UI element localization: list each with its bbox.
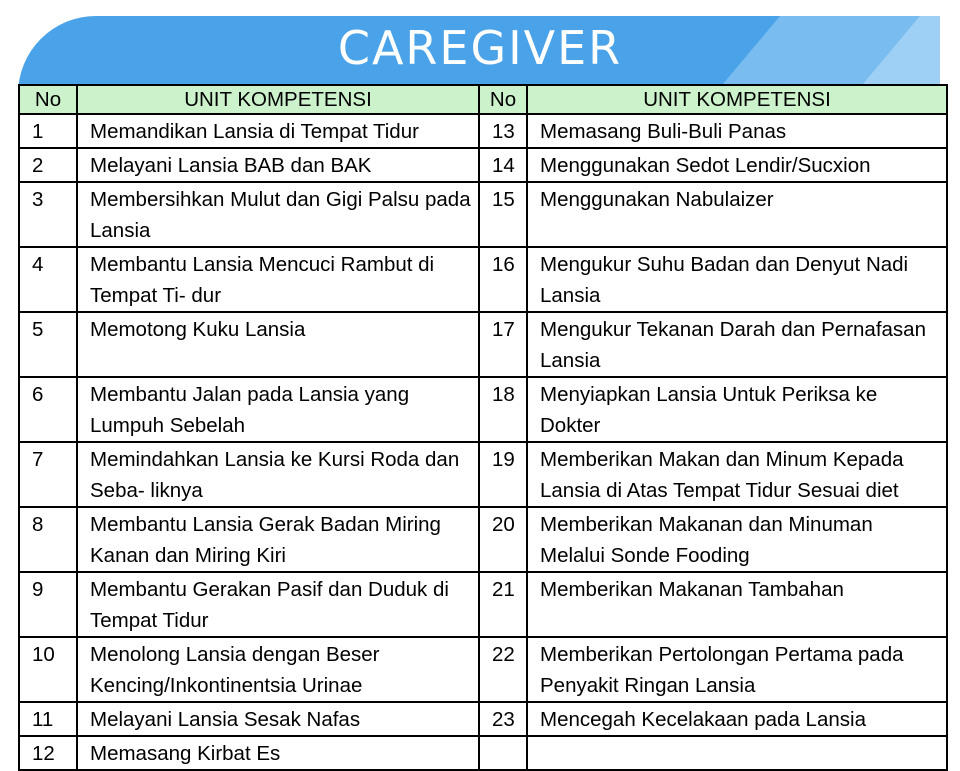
cell-unit-right: Mengukur Tekanan Darah dan Pernafasan Lansia [527,312,947,377]
cell-unit-left: Melayani Lansia Sesak Nafas [77,702,479,736]
table-row [19,736,947,770]
cell-no-right: 23 [479,702,527,736]
table-row [19,442,947,507]
cell-unit-left: Memotong Kuku Lansia [77,312,479,377]
cell-no-right: 21 [479,572,527,637]
cell-unit-right: Memberikan Makanan dan Minuman Melalui Sonde Fooding [527,507,947,572]
cell-no-left: 12 [19,736,77,770]
table-row [19,182,947,247]
cell-no-right: 14 [479,148,527,182]
cell-no-right: 13 [479,114,527,148]
cell-no-left: 3 [19,182,77,247]
cell-unit-left: Memindahkan Lansia ke Kursi Roda dan Seba- liknya [77,442,479,507]
table-row [19,507,947,572]
cell-no-left: 10 [19,637,77,702]
cell-no-left: 7 [19,442,77,507]
cell-unit-right: Menyiapkan Lansia Untuk Periksa ke Dokter [527,377,947,442]
cell-unit-left: Membantu Lansia Mencuci Rambut di Tempat Ti- dur [77,247,479,312]
page-title: CAREGIVER [337,21,623,75]
header-unit-right: UNIT KOMPETENSI [527,85,947,114]
cell-unit-left: Membantu Gerakan Pasif dan Duduk di Tempat Tidur [77,572,479,637]
cell-unit-right: Mengukur Suhu Badan dan Denyut Nadi Lansia [527,247,947,312]
cell-no-right: 22 [479,637,527,702]
cell-unit-right: Mencegah Kecelakaan pada Lansia [527,702,947,736]
cell-no-right: 17 [479,312,527,377]
cell-unit-left: Menolong Lansia dengan Beser Kencing/Inkontinentsia Urinae [77,637,479,702]
cell-unit-left: Membantu Lansia Gerak Badan Miring Kanan dan Miring Kiri [77,507,479,572]
cell-unit-right: Memberikan Makan dan Minum Kepada Lansia di Atas Tempat Tidur Sesuai diet [527,442,947,507]
competency-table [18,84,948,771]
cell-no-right: 19 [479,442,527,507]
table-row [19,114,947,148]
cell-no-right: 15 [479,182,527,247]
cell-no-left: 1 [19,114,77,148]
cell-no-left: 2 [19,148,77,182]
cell-no-right: 16 [479,247,527,312]
cell-no-right: 20 [479,507,527,572]
cell-unit-right [527,736,947,770]
cell-unit-right: Memberikan Makanan Tambahan [527,572,947,637]
cell-no-right [479,736,527,770]
cell-no-left: 8 [19,507,77,572]
table-row [19,637,947,702]
cell-unit-left: Memasang Kirbat Es [77,736,479,770]
table-header-row [19,85,947,114]
header-no-left: No [19,85,77,114]
cell-no-left: 6 [19,377,77,442]
cell-unit-right: Memberikan Pertolongan Pertama pada Penyakit Ringan Lansia [527,637,947,702]
table-row [19,572,947,637]
table-row [19,148,947,182]
cell-unit-left: Memandikan Lansia di Tempat Tidur [77,114,479,148]
cell-unit-right: Menggunakan Sedot Lendir/Sucxion [527,148,947,182]
cell-unit-right: Menggunakan Nabulaizer [527,182,947,247]
cell-no-left: 5 [19,312,77,377]
header-unit-left: UNIT KOMPETENSI [77,85,479,114]
table-row [19,312,947,377]
cell-no-left: 4 [19,247,77,312]
table-row [19,702,947,736]
cell-no-left: 9 [19,572,77,637]
cell-unit-left: Membantu Jalan pada Lansia yang Lumpuh Sebelah [77,377,479,442]
header-no-right: No [479,85,527,114]
table-row [19,377,947,442]
cell-unit-left: Membersihkan Mulut dan Gigi Palsu pada Lansia [77,182,479,247]
cell-unit-right: Memasang Buli-Buli Panas [527,114,947,148]
cell-no-left: 11 [19,702,77,736]
cell-unit-left: Melayani Lansia BAB dan BAK [77,148,479,182]
table-row [19,247,947,312]
cell-no-right: 18 [479,377,527,442]
